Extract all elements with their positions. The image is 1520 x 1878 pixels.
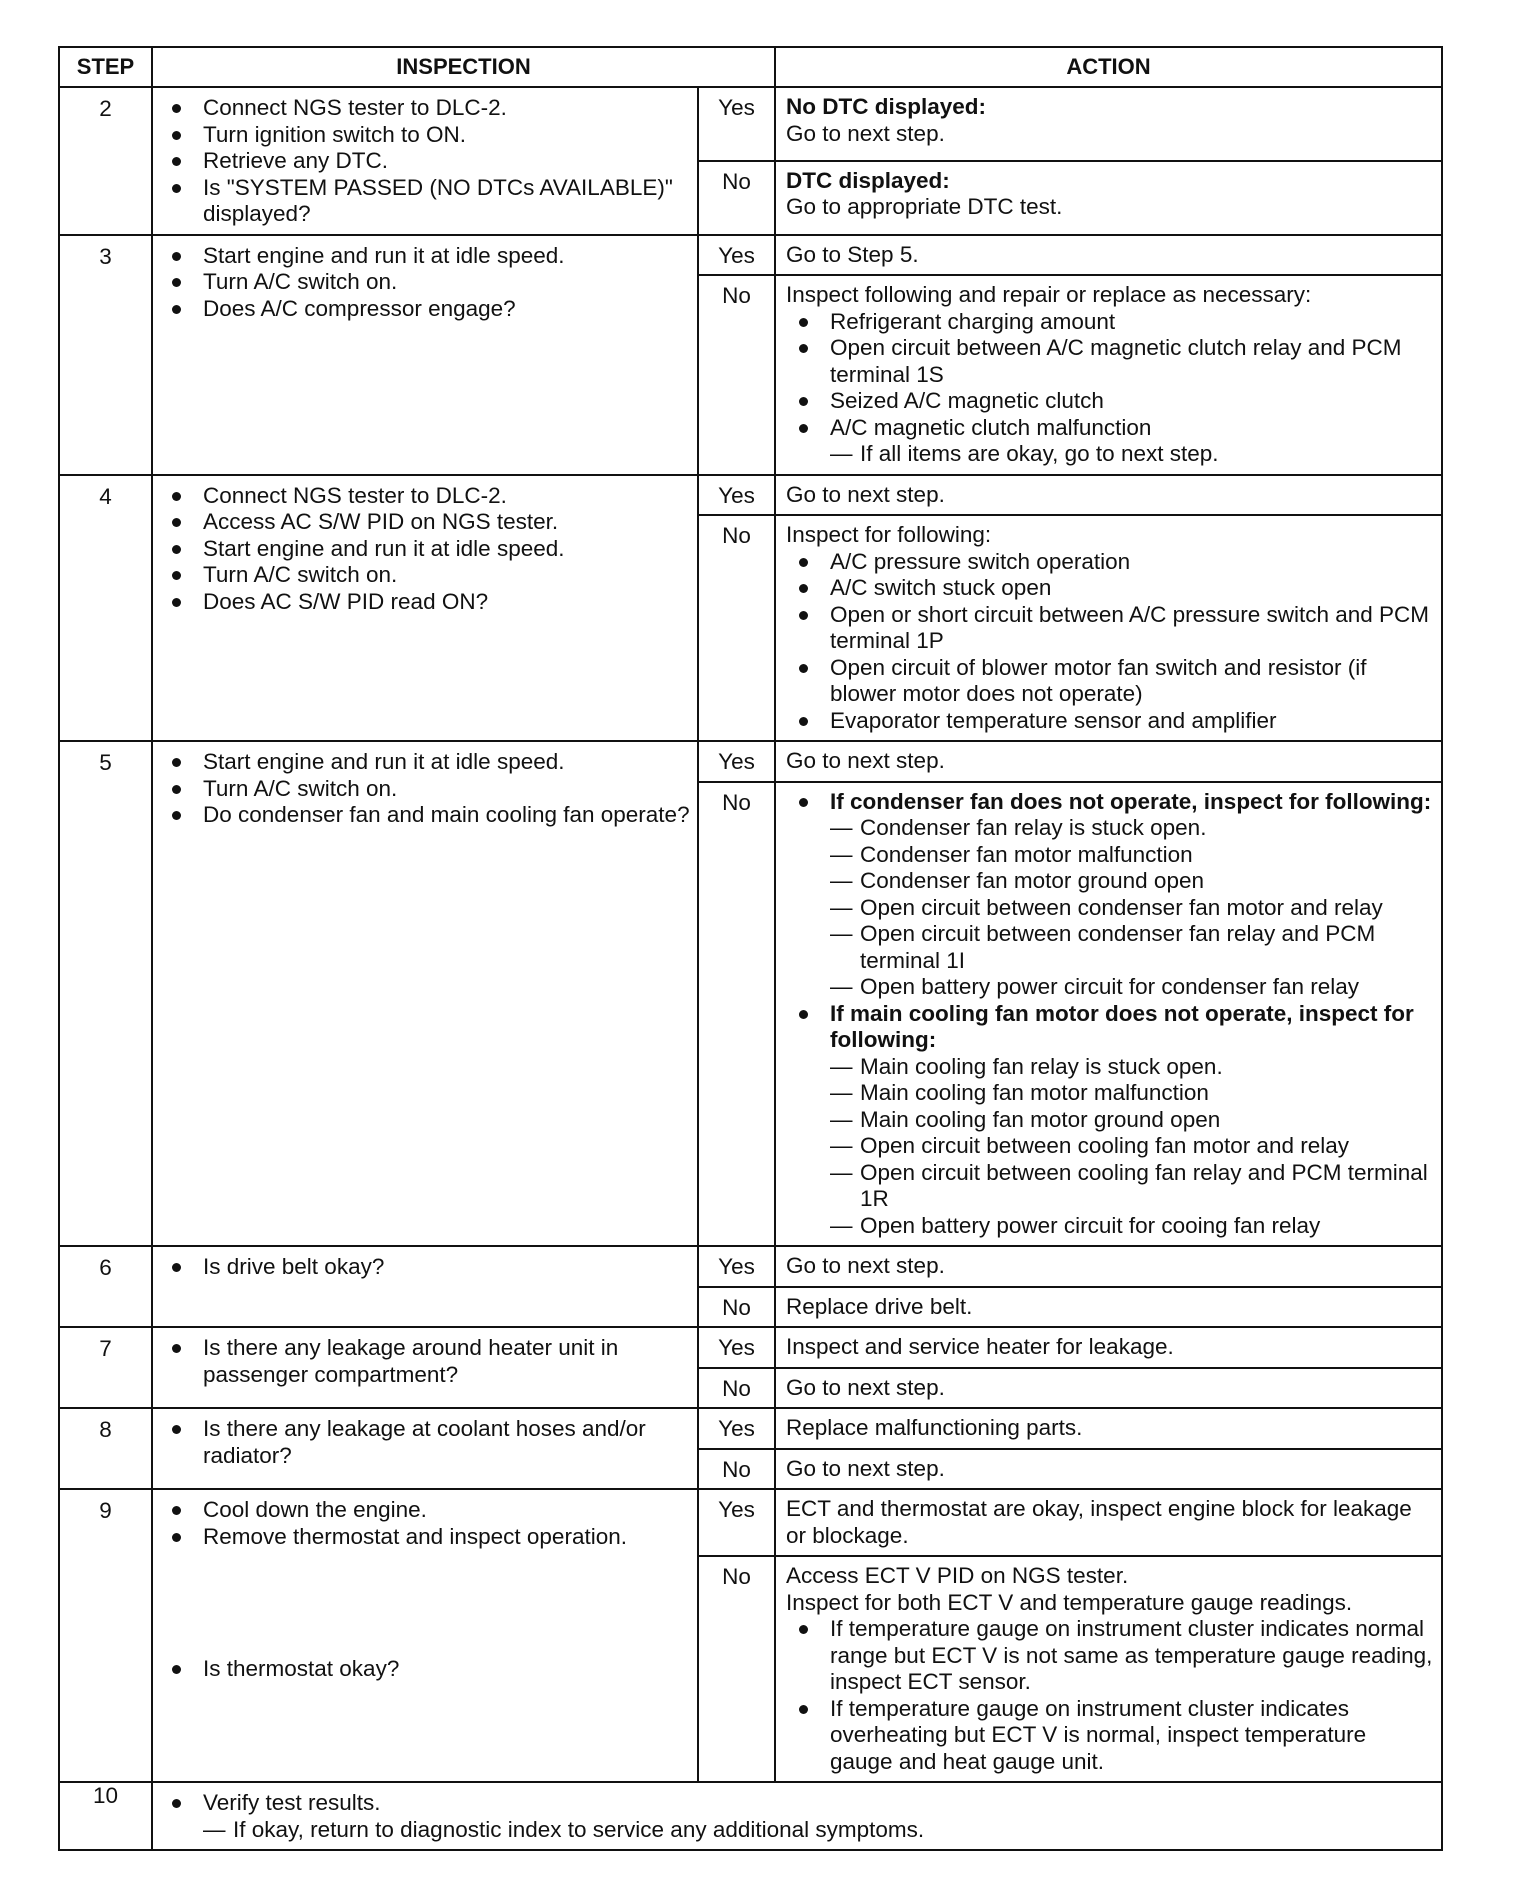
- action-subitem: — Open circuit between condenser fan relay and PCM terminal 1I: [830, 921, 1433, 974]
- inspection-cell: [152, 1782, 1442, 1850]
- inspection-cell: [152, 1246, 698, 1327]
- action-text: Go to appropriate DTC test.: [786, 194, 1063, 220]
- step-number: 7: [59, 1327, 152, 1408]
- inspection-item: Connect NGS tester to DLC-2.: [167, 483, 691, 510]
- action-item: [794, 415, 1433, 468]
- inspection-item: [167, 1790, 1435, 1843]
- action-cell: [775, 275, 1442, 475]
- action-title: DTC displayed:: [786, 167, 950, 193]
- inspection-cell: [152, 1408, 698, 1489]
- no-label: No: [698, 161, 775, 235]
- step-10-row: [59, 1782, 1442, 1850]
- action-intro: Inspect for both ECT V and temperature gauge readings.: [786, 1589, 1353, 1615]
- inspection-item: Turn A/C switch on.: [167, 269, 691, 296]
- inspection-item: Is "SYSTEM PASSED (NO DTCs AVAILABLE)" displayed?: [167, 175, 691, 228]
- action-group: [794, 789, 1433, 1001]
- inspection-item-text: Verify test results.: [203, 1790, 381, 1815]
- action-item: Seized A/C magnetic clutch: [794, 388, 1433, 415]
- yes-label: Yes: [698, 1327, 775, 1368]
- action-subitem: — Open battery power circuit for cooing fan relay: [830, 1213, 1433, 1240]
- inspection-item: Turn A/C switch on.: [167, 562, 691, 589]
- inspection-item: Connect NGS tester to DLC-2.: [167, 95, 691, 122]
- action-text: Go to next step.: [775, 741, 1442, 782]
- action-header: ACTION: [775, 47, 1442, 87]
- action-item: A/C pressure switch operation: [794, 549, 1433, 576]
- action-text: Go to next step.: [786, 120, 945, 146]
- no-label: No: [698, 1556, 775, 1782]
- action-group-title: If main cooling fan motor does not operate, inspect for following:: [830, 1000, 1414, 1052]
- action-subitem: — Main cooling fan relay is stuck open.: [830, 1054, 1433, 1081]
- inspection-item: Does A/C compressor engage?: [167, 296, 691, 323]
- action-note: — If all items are okay, go to next step.: [830, 441, 1433, 468]
- action-text: ECT and thermostat are okay, inspect engine block for leakage or blockage.: [775, 1489, 1442, 1556]
- step-number: 8: [59, 1408, 152, 1489]
- yes-label: Yes: [698, 741, 775, 782]
- inspection-cell: [152, 741, 698, 1246]
- action-cell: [775, 161, 1442, 235]
- inspection-item: Is there any leakage at coolant hoses and/or radiator?: [167, 1416, 691, 1469]
- action-group: [794, 1001, 1433, 1240]
- inspection-item: Remove thermostat and inspect operation.: [167, 1524, 691, 1551]
- action-item: A/C switch stuck open: [794, 575, 1433, 602]
- inspection-item: Start engine and run it at idle speed.: [167, 749, 691, 776]
- action-text: Go to next step.: [775, 1368, 1442, 1409]
- inspection-item: Start engine and run it at idle speed.: [167, 536, 691, 563]
- step-7-yes-row: [59, 1327, 1442, 1368]
- yes-label: Yes: [698, 475, 775, 516]
- inspection-cell: [152, 475, 698, 742]
- step-header: STEP: [59, 47, 152, 87]
- inspection-item: Turn ignition switch to ON.: [167, 122, 691, 149]
- step-number: 6: [59, 1246, 152, 1327]
- diagnostic-table: [58, 46, 1443, 1851]
- action-text: Replace drive belt.: [775, 1287, 1442, 1328]
- inspection-cell: [152, 1327, 698, 1408]
- no-label: No: [698, 1368, 775, 1409]
- inspection-item: Is drive belt okay?: [167, 1254, 691, 1281]
- action-intro: Inspect for following:: [786, 522, 992, 547]
- step-4-yes-row: [59, 475, 1442, 516]
- action-item: Open circuit of blower motor fan switch and resistor (if blower motor does not operate): [794, 655, 1433, 708]
- action-item: If temperature gauge on instrument cluster indicates overheating but ECT V is normal, inspect temperature gauge and heat gauge unit.: [794, 1696, 1433, 1776]
- action-subitem: — Open circuit between cooling fan motor and relay: [830, 1133, 1433, 1160]
- step-9-yes-row: [59, 1489, 1442, 1556]
- action-group-title: If condenser fan does not operate, inspect for following:: [830, 788, 1432, 814]
- action-text: Go to next step.: [775, 1246, 1442, 1287]
- action-cell: [775, 515, 1442, 741]
- action-item: Open circuit between A/C magnetic clutch relay and PCM terminal 1S: [794, 335, 1433, 388]
- inspection-header: INSPECTION: [152, 47, 775, 87]
- action-subitem: — Open battery power circuit for condenser fan relay: [830, 974, 1433, 1001]
- step-number: 4: [59, 475, 152, 742]
- yes-label: Yes: [698, 1489, 775, 1556]
- action-item: Evaporator temperature sensor and amplifier: [794, 708, 1433, 735]
- yes-label: Yes: [698, 1408, 775, 1449]
- action-cell: [775, 782, 1442, 1247]
- inspection-cell: [152, 87, 698, 235]
- action-item: Open or short circuit between A/C pressure switch and PCM terminal 1P: [794, 602, 1433, 655]
- action-text: Go to Step 5.: [775, 235, 1442, 276]
- step-number: 2: [59, 87, 152, 235]
- inspection-cell: [152, 1489, 698, 1782]
- inspection-item: Cool down the engine.: [167, 1497, 691, 1524]
- inspection-item: Is thermostat okay?: [167, 1656, 691, 1683]
- action-title: No DTC displayed:: [786, 94, 987, 119]
- yes-label: Yes: [698, 235, 775, 276]
- step-2-yes-row: [59, 87, 1442, 161]
- action-intro: Access ECT V PID on NGS tester.: [786, 1563, 1129, 1588]
- inspection-item: Do condenser fan and main cooling fan operate?: [167, 802, 691, 829]
- yes-label: Yes: [698, 1246, 775, 1287]
- action-subitem: — Condenser fan relay is stuck open.: [830, 815, 1433, 842]
- yes-label: Yes: [698, 87, 775, 161]
- inspection-item: Turn A/C switch on.: [167, 776, 691, 803]
- inspection-cell: [152, 235, 698, 475]
- step-number: 5: [59, 741, 152, 1246]
- action-text: Go to next step.: [775, 475, 1442, 516]
- step-number: 3: [59, 235, 152, 475]
- action-item: If temperature gauge on instrument cluster indicates normal range but ECT V is not same as temperature gauge reading, inspect ECT sensor.: [794, 1616, 1433, 1696]
- no-label: No: [698, 782, 775, 1247]
- action-item-text: A/C magnetic clutch malfunction: [830, 414, 1152, 440]
- action-item: Refrigerant charging amount: [794, 309, 1433, 336]
- no-label: No: [698, 515, 775, 741]
- action-subitem: — Condenser fan motor malfunction: [830, 842, 1433, 869]
- action-text: Go to next step.: [775, 1449, 1442, 1490]
- action-cell: [775, 1556, 1442, 1782]
- action-text: Inspect and service heater for leakage.: [775, 1327, 1442, 1368]
- no-label: No: [698, 275, 775, 475]
- step-number: 9: [59, 1489, 152, 1782]
- header-row: [59, 47, 1442, 87]
- step-3-yes-row: [59, 235, 1442, 276]
- step-6-yes-row: [59, 1246, 1442, 1287]
- action-subitem: — Condenser fan motor ground open: [830, 868, 1433, 895]
- action-subitem: — Open circuit between condenser fan motor and relay: [830, 895, 1433, 922]
- inspection-note: — If okay, return to diagnostic index to service any additional symptoms.: [203, 1817, 1435, 1844]
- no-label: No: [698, 1287, 775, 1328]
- inspection-item: Retrieve any DTC.: [167, 148, 691, 175]
- inspection-item: Does AC S/W PID read ON?: [167, 589, 691, 616]
- step-number: 10: [59, 1782, 152, 1850]
- inspection-spacer: [167, 1550, 691, 1656]
- inspection-item: Access AC S/W PID on NGS tester.: [167, 509, 691, 536]
- inspection-item: Start engine and run it at idle speed.: [167, 243, 691, 270]
- action-subitem: — Main cooling fan motor ground open: [830, 1107, 1433, 1134]
- action-intro: Inspect following and repair or replace as necessary:: [786, 282, 1312, 307]
- action-subitem: — Main cooling fan motor malfunction: [830, 1080, 1433, 1107]
- action-text: Replace malfunctioning parts.: [775, 1408, 1442, 1449]
- step-5-yes-row: [59, 741, 1442, 782]
- action-subitem: — Open circuit between cooling fan relay and PCM terminal 1R: [830, 1160, 1433, 1213]
- action-cell: [775, 87, 1442, 161]
- inspection-item: Is there any leakage around heater unit in passenger compartment?: [167, 1335, 691, 1388]
- step-8-yes-row: [59, 1408, 1442, 1449]
- no-label: No: [698, 1449, 775, 1490]
